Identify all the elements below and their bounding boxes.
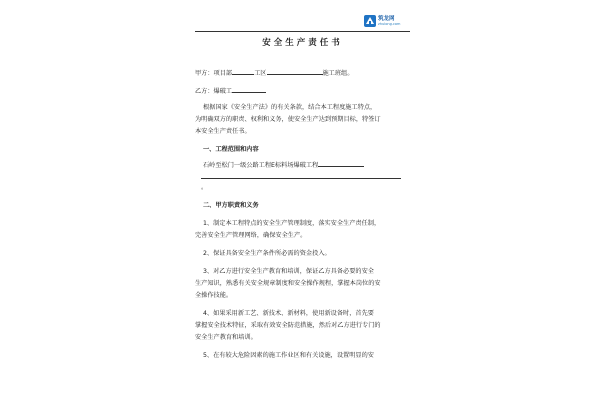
logo-name: 筑龙网 bbox=[378, 16, 395, 22]
section2-line: 3、对乙方进行安全生产教育和培训，保证乙方具备必要的安全 bbox=[203, 268, 374, 275]
scope-line bbox=[203, 160, 364, 170]
blank-section bbox=[267, 68, 323, 75]
section2-line: 2、保证具备安全生产条件所必需的资金投入。 bbox=[203, 250, 331, 257]
header-divider bbox=[195, 31, 410, 32]
section2-line: 完善安全生产管理网络，确保安全生产。 bbox=[195, 232, 307, 239]
logo bbox=[364, 14, 410, 30]
section2-heading: 二、甲方职责和义务 bbox=[203, 202, 259, 209]
party-b-line bbox=[195, 86, 266, 96]
document-title: 安全生产责任书 bbox=[262, 38, 343, 48]
document-page bbox=[195, 12, 410, 400]
section2-line: 全操作技能。 bbox=[195, 292, 233, 299]
party-b-label: 乙方：爆破工 bbox=[195, 88, 233, 95]
section2-line: 生产知识，熟悉有关安全规章制度和安全操作规程，掌握本岗位的安 bbox=[195, 280, 381, 287]
intro-line-3: 本安全生产责任书。 bbox=[195, 128, 251, 135]
party-a-line bbox=[195, 68, 353, 78]
scope-dot: 。 bbox=[201, 184, 208, 191]
party-a-label: 甲方：项目部 bbox=[195, 70, 233, 77]
blank-scope bbox=[318, 160, 364, 167]
section2-line: 4、如果采用新工艺、新技术、新材料，使用新设备时，首先要 bbox=[203, 310, 374, 317]
scope-blank-line bbox=[201, 178, 401, 179]
section1-heading: 一、工程范围和内容 bbox=[203, 146, 259, 153]
logo-url: zhulong.com bbox=[378, 22, 401, 26]
section2-line: 掌握安全技术特征，采取有效安全防范措施，然后对乙方进行专门的 bbox=[195, 322, 381, 329]
section2-line: 安全生产教育和培训。 bbox=[195, 334, 257, 341]
section2-line: 1、制定本工程特点的安全生产管理制度，落实安全生产责任制， bbox=[203, 220, 381, 227]
intro-line-1: 根据国家《安全生产法》的有关条款，结合本工程度施工特点， bbox=[203, 104, 377, 111]
blank-blaster bbox=[232, 86, 266, 93]
section2-line: 5、在有较大危险因素的施工作业区和有关设施，设置明显的安 bbox=[203, 352, 374, 359]
zhulong-logo-icon bbox=[364, 15, 376, 27]
party-a-end: 施工班组。 bbox=[322, 70, 354, 77]
intro-line-2: 为明确双方的职责、权利和义务，使安全生产达到预期目标，特签订 bbox=[195, 116, 381, 123]
scope-text: 石岭至松门一级公路工程E标料场爆破工程 bbox=[203, 162, 319, 169]
blank-project bbox=[232, 68, 254, 75]
party-a-mid: 工区 bbox=[254, 70, 267, 77]
